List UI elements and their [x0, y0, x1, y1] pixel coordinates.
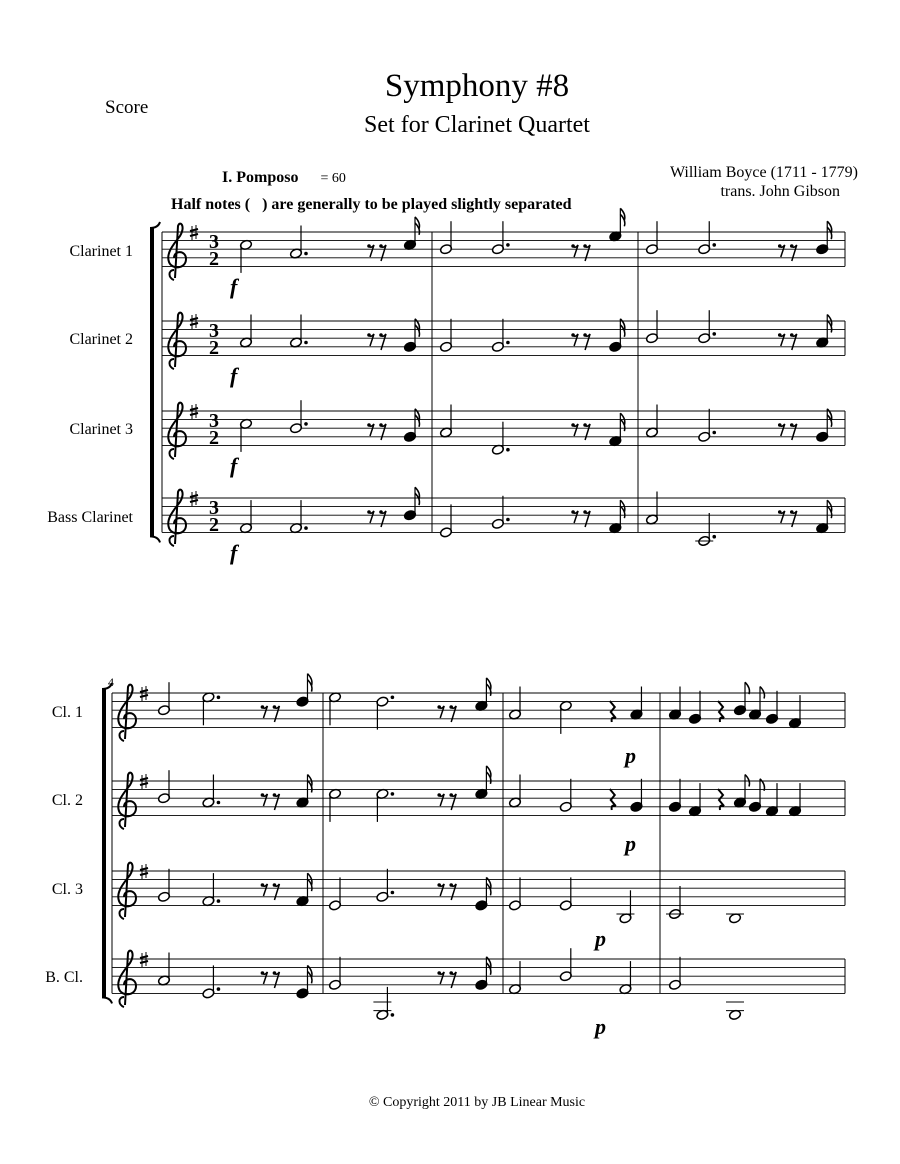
quarter-note [748, 687, 764, 721]
half-note [239, 418, 252, 452]
sharp-icon [140, 686, 148, 701]
whole-note [726, 1002, 744, 1021]
rest-icon [778, 510, 797, 527]
dynamic-forte: f [230, 274, 238, 299]
augmentation-dot [506, 341, 510, 345]
augmentation-dot [217, 696, 221, 700]
rest-icon [367, 244, 386, 261]
piece-subtitle: Set for Clarinet Quartet [364, 112, 590, 138]
half-note [491, 319, 504, 353]
augmentation-dot [304, 422, 308, 426]
rest-icon [367, 423, 386, 440]
augmentation-dot [391, 891, 395, 895]
half-note [376, 788, 389, 822]
rest-icon [367, 333, 386, 350]
time-signature-bottom: 2 [209, 248, 219, 270]
augmentation-dot [304, 526, 308, 530]
quarter-note [668, 779, 681, 813]
time-signature-bottom: 2 [209, 427, 219, 449]
time-signature-bottom: 2 [209, 514, 219, 536]
sharp-icon [190, 314, 198, 329]
quarter-note [475, 766, 491, 800]
quarter-note [733, 775, 749, 809]
half-note [439, 319, 452, 353]
quarter-note [475, 877, 491, 911]
rest-icon [778, 244, 797, 261]
rest-icon [778, 423, 797, 440]
sharp-icon [140, 864, 148, 879]
bracket-hook [102, 997, 112, 1003]
augmentation-dot [391, 1013, 395, 1017]
rest-icon [571, 244, 590, 261]
time-signature-top: 3 [209, 410, 219, 432]
half-note [508, 687, 521, 721]
notes-layer [118, 208, 832, 1020]
half-note [328, 957, 341, 991]
quarter-note [475, 678, 491, 712]
bracket-hook [150, 536, 160, 542]
sharp-icon [190, 491, 198, 506]
half-note [239, 239, 252, 273]
half-note [289, 500, 302, 534]
half-note [289, 226, 302, 260]
quarter-note [630, 779, 643, 813]
rest-icon [261, 705, 280, 722]
half-note [491, 422, 504, 456]
half-note [491, 496, 504, 530]
instrument-abbr-cl1: Cl. 1 [51, 704, 83, 721]
half-note [157, 682, 170, 716]
quarter-note [765, 691, 778, 725]
augmentation-dot [304, 341, 308, 345]
quarter-note [609, 413, 625, 447]
time-signature-top: 3 [209, 231, 219, 253]
quarter-note [765, 783, 778, 817]
rest-icon [571, 423, 590, 440]
quarter-note [403, 409, 419, 443]
quarter-note [296, 873, 312, 907]
augmentation-dot [391, 792, 395, 796]
quarter-note [816, 315, 832, 349]
time-signature-top: 3 [209, 497, 219, 519]
rest-icon [367, 510, 386, 527]
quarter-note [788, 783, 801, 817]
quarter-note [296, 775, 312, 809]
whole-note [726, 913, 744, 924]
quarter-note [688, 783, 701, 817]
dynamic-forte: f [230, 540, 238, 565]
rest-icon [571, 333, 590, 350]
augmentation-dot [712, 535, 716, 539]
half-note [328, 692, 341, 726]
instrument-name-clarinet-3: Clarinet 3 [69, 421, 133, 438]
half-note [373, 987, 391, 1021]
half-note [439, 221, 452, 255]
dynamics-layer [230, 274, 636, 1039]
rest-icon [437, 793, 456, 810]
half-note [645, 405, 658, 439]
rest-icon [437, 705, 456, 722]
quarter-note [403, 217, 419, 251]
augmentation-dot [304, 252, 308, 256]
half-note [202, 873, 215, 907]
half-note [559, 948, 572, 982]
half-note [695, 513, 713, 547]
copyright-notice: © Copyright 2011 by JB Linear Music [368, 1095, 586, 1110]
time-signatures [209, 231, 219, 536]
half-note [508, 775, 521, 809]
composer-credit: William Boyce (1711 - 1779) [669, 164, 858, 181]
quarter-note [296, 674, 312, 708]
rest-icon [437, 971, 456, 988]
sharp-icon [140, 774, 148, 789]
augmentation-dot [217, 801, 221, 805]
half-note [619, 961, 632, 995]
augmentation-dot [712, 431, 716, 435]
augmentation-dot [217, 899, 221, 903]
dynamic-piano: p [595, 926, 606, 951]
instrument-abbr-bcl: B. Cl. [45, 969, 83, 986]
quarter-note [403, 487, 419, 521]
quarter-note [630, 687, 643, 721]
quarter-note [748, 779, 764, 813]
quarter-note [609, 208, 625, 242]
half-note [239, 500, 252, 534]
arranger-credit: trans. John Gibson [720, 183, 840, 200]
half-note [559, 700, 572, 734]
half-note [645, 492, 658, 526]
half-note [157, 953, 170, 987]
time-signature-top: 3 [209, 320, 219, 342]
sharp-icon [190, 225, 198, 240]
bracket-hook [150, 222, 160, 228]
rest-icon [261, 971, 280, 988]
half-note [666, 886, 684, 920]
dynamic-forte: f [230, 453, 238, 478]
half-note [328, 877, 341, 911]
half-note [376, 696, 389, 730]
half-note [376, 869, 389, 903]
half-note [289, 400, 302, 434]
rest-icon [261, 883, 280, 900]
dynamic-piano: p [625, 743, 636, 768]
augmentation-dot [391, 696, 395, 700]
half-note [439, 504, 452, 538]
quarter-note [609, 319, 625, 353]
measure-number: 4 [108, 675, 114, 689]
quarter-note [688, 691, 701, 725]
half-note [202, 965, 215, 999]
half-note [668, 957, 681, 991]
quarter-note [733, 682, 749, 716]
augmentation-dot [506, 518, 510, 522]
augmentation-dot [506, 448, 510, 452]
half-note [559, 877, 572, 911]
tempo-value: = 60 [320, 171, 346, 186]
sharp-icon [190, 404, 198, 419]
quarter-note [609, 500, 625, 534]
quarter-note [403, 319, 419, 353]
piece-title: Symphony #8 [384, 68, 570, 104]
quarter-note [816, 500, 832, 534]
rest-icon [778, 333, 797, 350]
rest-icon [261, 793, 280, 810]
half-note [645, 310, 658, 344]
instrument-name-bass-clarinet: Bass Clarinet [47, 509, 133, 526]
performance-instruction: Half notes ( ) are generally to be played slightly separated [171, 196, 572, 213]
score-label: Score [105, 97, 149, 118]
half-note [439, 405, 452, 439]
half-note [645, 221, 658, 255]
dynamic-piano: p [595, 1014, 606, 1039]
rest-icon [437, 883, 456, 900]
augmentation-dot [217, 987, 221, 991]
instrument-name-clarinet-2: Clarinet 2 [69, 331, 133, 348]
half-note [698, 310, 711, 344]
half-note [698, 409, 711, 443]
half-note [508, 961, 521, 995]
quarter-note [296, 965, 312, 999]
rest-icon [571, 510, 590, 527]
augmentation-dot [712, 243, 716, 247]
quarter-note [475, 957, 491, 991]
half-note [239, 315, 252, 349]
half-note [202, 775, 215, 809]
sharp-icon [140, 952, 148, 967]
quarter-note [816, 409, 832, 443]
half-note [289, 315, 302, 349]
quarter-note [668, 687, 681, 721]
half-note [491, 221, 504, 255]
augmentation-dot [506, 243, 510, 247]
half-note [698, 221, 711, 255]
half-note [508, 877, 521, 911]
instrument-abbr-cl2: Cl. 2 [51, 792, 83, 809]
dynamic-piano: p [625, 831, 636, 856]
quarter-note [788, 695, 801, 729]
tempo-label: I. Pomposo [222, 169, 299, 186]
half-note [202, 692, 215, 726]
dynamic-forte: f [230, 363, 238, 388]
augmentation-dot [712, 332, 716, 336]
half-note [328, 788, 341, 822]
half-note [157, 770, 170, 804]
quarter-note [816, 221, 832, 255]
instrument-abbr-cl3: Cl. 3 [51, 881, 83, 898]
instrument-name-clarinet-1: Clarinet 1 [69, 243, 133, 260]
half-note [616, 890, 634, 924]
half-note [157, 869, 170, 903]
time-signature-bottom: 2 [209, 337, 219, 359]
half-note [559, 779, 572, 813]
